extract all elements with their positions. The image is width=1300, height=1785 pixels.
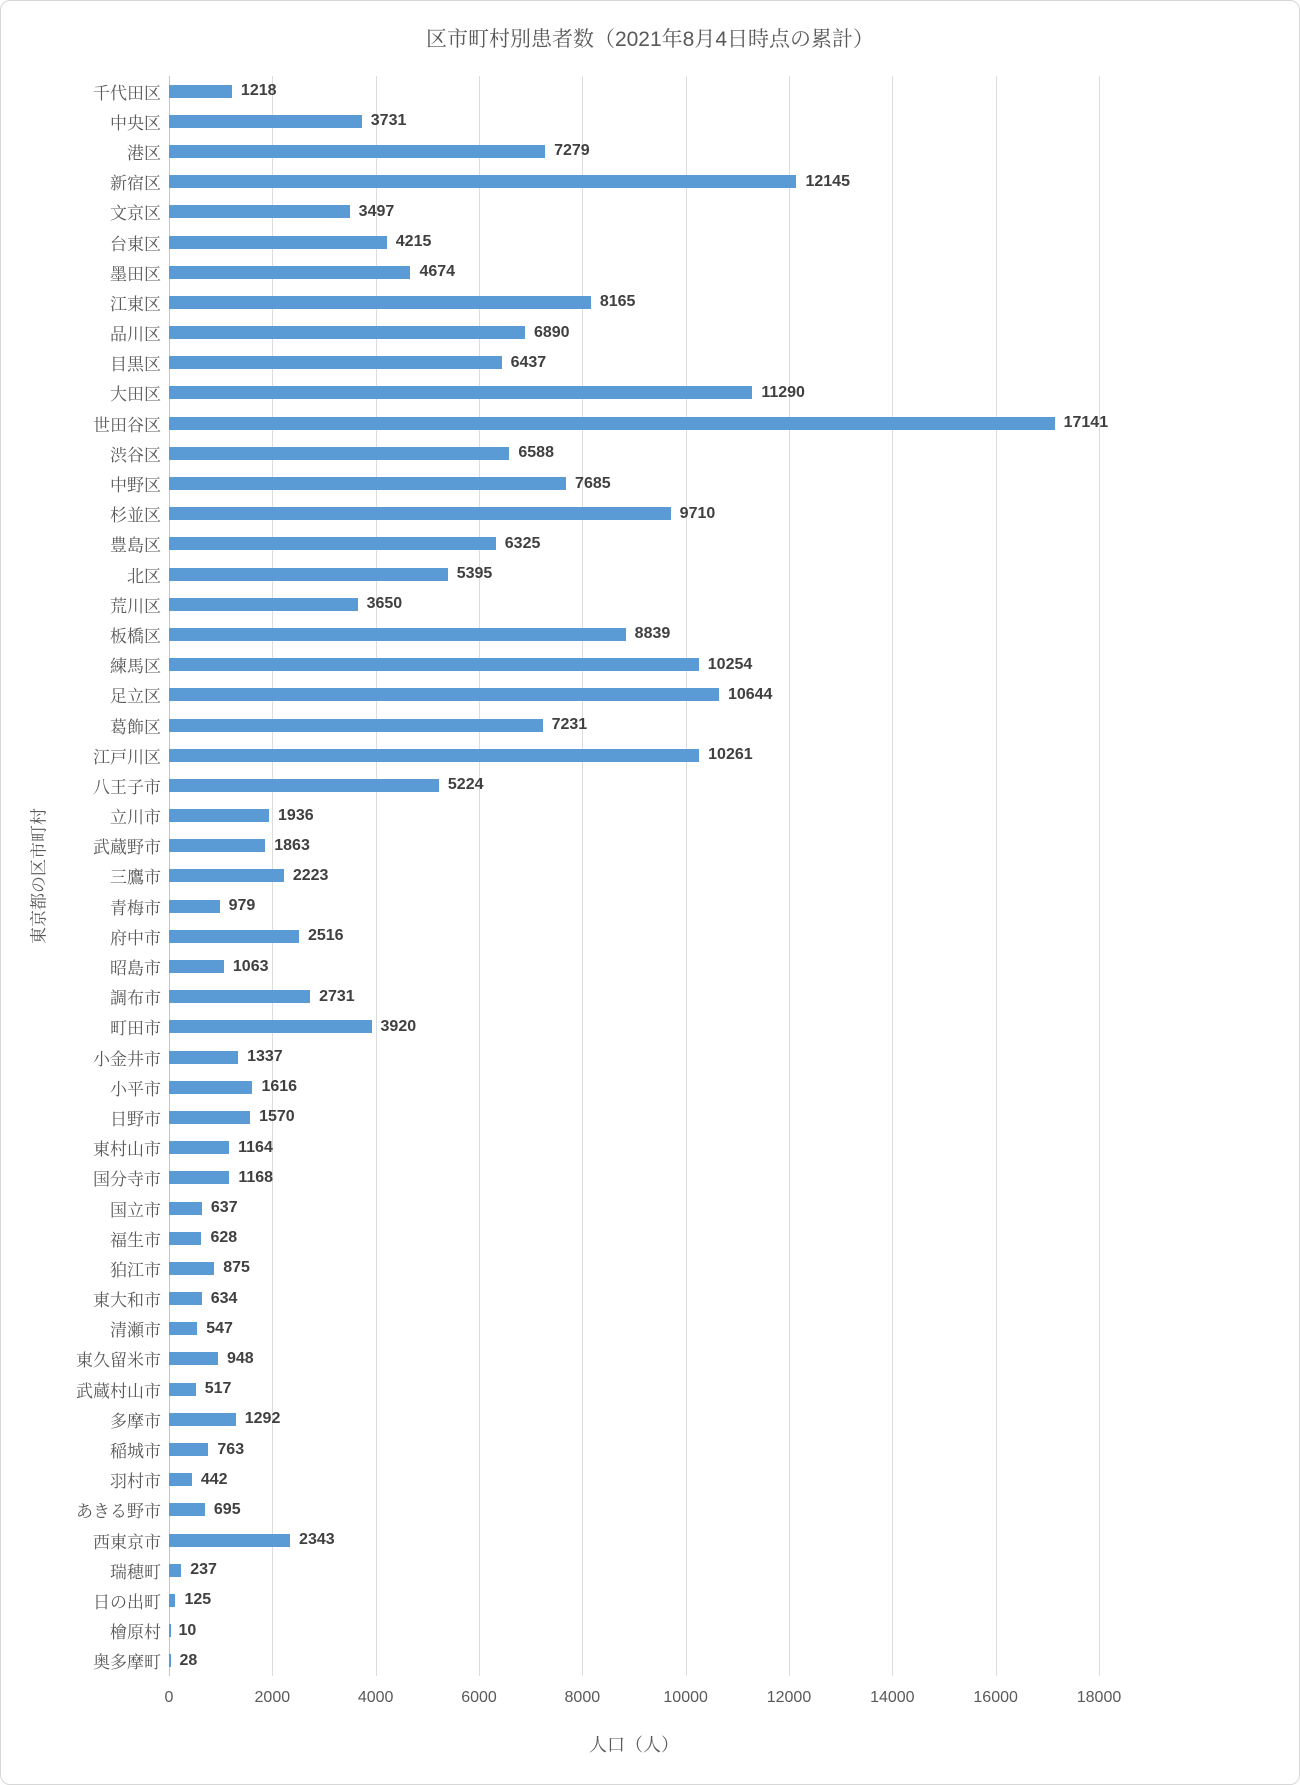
bar-value-label: 4674 xyxy=(419,263,456,281)
bar-track xyxy=(169,1585,1099,1615)
bar-row xyxy=(51,680,1099,710)
bar xyxy=(169,1534,290,1547)
bar-track xyxy=(169,1616,1099,1646)
bar-value-label: 4215 xyxy=(395,233,432,251)
category-label: 稲城市 xyxy=(110,1442,161,1462)
bar-track xyxy=(169,1314,1099,1344)
bar xyxy=(169,1171,229,1184)
bar-row xyxy=(51,982,1099,1012)
bar-track xyxy=(169,1133,1099,1163)
y-axis-title: 東京都の区市町村 xyxy=(29,808,49,944)
category-label: 新宿区 xyxy=(110,174,161,194)
chart-title: 区市町村別患者数（2021年8月4日時点の累計） xyxy=(425,28,875,51)
bar-row xyxy=(51,559,1099,589)
bar xyxy=(169,1654,171,1667)
x-tick-label: 8000 xyxy=(564,1689,601,1706)
bar-track xyxy=(169,227,1099,257)
bar-row xyxy=(51,1193,1099,1223)
bar-track xyxy=(169,408,1109,438)
bar xyxy=(169,1473,192,1486)
bar-row xyxy=(51,1012,1099,1042)
category-label: 台東区 xyxy=(110,234,161,254)
category-label: 東大和市 xyxy=(93,1291,161,1311)
bar-value-label: 28 xyxy=(179,1651,198,1669)
category-label: 昭島市 xyxy=(110,959,161,979)
bar-row xyxy=(51,1555,1099,1585)
bar-value-label: 7231 xyxy=(551,716,588,734)
bar-row xyxy=(51,921,1099,951)
bar xyxy=(169,477,566,490)
bar-track xyxy=(169,197,1099,227)
bar-track xyxy=(169,438,1099,468)
bar-value-label: 547 xyxy=(206,1319,233,1337)
bar-row xyxy=(51,1646,1099,1676)
bar-value-label: 1337 xyxy=(247,1048,283,1066)
category-label: 武蔵村山市 xyxy=(76,1381,161,1401)
bar xyxy=(169,1020,372,1033)
bar xyxy=(169,145,545,158)
bar-track xyxy=(169,1193,1099,1223)
bar xyxy=(169,990,310,1003)
bar-value-label: 634 xyxy=(210,1289,238,1307)
category-label: 多摩市 xyxy=(110,1411,161,1431)
bar-row xyxy=(51,1465,1099,1495)
category-label: 世田谷区 xyxy=(93,415,161,435)
category-label: 立川市 xyxy=(110,808,161,828)
bar-row xyxy=(51,1042,1099,1072)
bar-row xyxy=(51,1163,1099,1193)
category-label: 荒川区 xyxy=(110,596,161,616)
bar-row xyxy=(51,1344,1099,1374)
category-label: 福生市 xyxy=(110,1230,161,1250)
bar-value-label: 6890 xyxy=(533,323,570,341)
bar-track xyxy=(169,136,1099,166)
bar-value-label: 637 xyxy=(210,1199,238,1217)
bar xyxy=(169,1141,229,1154)
bar-value-label: 2343 xyxy=(299,1531,335,1549)
bar-value-label: 3731 xyxy=(370,112,407,130)
category-label: 港区 xyxy=(127,143,161,163)
bar-value-label: 8839 xyxy=(634,625,671,643)
bar xyxy=(169,598,358,611)
category-label: 武蔵野市 xyxy=(93,838,161,858)
bar xyxy=(169,719,543,732)
bar-value-label: 1936 xyxy=(278,806,314,824)
bar-row xyxy=(51,619,1099,649)
bar xyxy=(169,1292,202,1305)
bar-row xyxy=(51,1314,1099,1344)
bar-row xyxy=(51,801,1099,831)
bar xyxy=(169,628,626,641)
bar-row xyxy=(51,1404,1099,1434)
bar-value-label: 5395 xyxy=(456,565,493,583)
bar xyxy=(169,809,269,822)
bar-value-label: 3920 xyxy=(380,1017,417,1035)
bar-row xyxy=(51,1072,1099,1102)
bar-value-label: 9710 xyxy=(679,504,716,522)
bar-value-label: 6437 xyxy=(510,353,547,371)
category-label: 調布市 xyxy=(110,989,161,1009)
bar-value-label: 1063 xyxy=(232,957,269,975)
bar xyxy=(169,326,525,339)
bar-row xyxy=(51,378,1099,408)
bar-row xyxy=(51,891,1099,921)
bar-row xyxy=(51,1616,1099,1646)
bar xyxy=(169,1352,218,1365)
category-label: 東久留米市 xyxy=(76,1351,161,1371)
bar-track xyxy=(169,1374,1099,1404)
category-label: 中野区 xyxy=(110,476,161,496)
category-label: 府中市 xyxy=(110,928,161,948)
bar-value-label: 2731 xyxy=(319,987,355,1005)
bar xyxy=(169,869,284,882)
bar-track xyxy=(169,1284,1099,1314)
bar-row xyxy=(51,1495,1099,1525)
bar-value-label: 763 xyxy=(217,1440,245,1458)
category-label: 品川区 xyxy=(110,325,161,345)
bar-value-label: 2516 xyxy=(307,927,344,945)
category-label: 羽村市 xyxy=(110,1472,161,1492)
bar xyxy=(169,356,502,369)
bar-track xyxy=(169,1434,1099,1464)
category-label: 目黒区 xyxy=(110,355,161,375)
category-label: 杉並区 xyxy=(110,506,161,526)
x-tick-label: 12000 xyxy=(766,1689,812,1706)
bar-track xyxy=(169,1253,1099,1283)
bar-row xyxy=(51,197,1099,227)
category-label: 江東区 xyxy=(110,294,161,314)
category-label: 千代田区 xyxy=(93,83,161,103)
bar-value-label: 10644 xyxy=(727,685,773,703)
bar-track xyxy=(169,529,1099,559)
category-label: 小金井市 xyxy=(93,1049,161,1069)
bar-value-label: 10254 xyxy=(707,655,753,673)
bar-row xyxy=(51,136,1099,166)
bar-track xyxy=(169,1646,1099,1676)
bar-value-label: 6588 xyxy=(518,444,554,462)
bar xyxy=(169,175,796,188)
bar-track xyxy=(169,1072,1099,1102)
bar-value-label: 17141 xyxy=(1063,414,1109,432)
bar-track xyxy=(169,1495,1099,1525)
bar-value-label: 11290 xyxy=(761,383,805,401)
bar-row xyxy=(51,438,1099,468)
bar-row xyxy=(51,1525,1099,1555)
category-label: あきる野市 xyxy=(76,1502,161,1522)
x-tick-label: 4000 xyxy=(357,1689,394,1706)
bar-value-label: 7685 xyxy=(575,474,611,492)
bar xyxy=(169,568,448,581)
bar-row xyxy=(51,1585,1099,1615)
bar-track xyxy=(169,831,1099,861)
category-label: 日の出町 xyxy=(93,1592,161,1612)
bar xyxy=(169,1594,175,1607)
category-label: 葛飾区 xyxy=(110,717,161,737)
bar xyxy=(169,900,220,913)
bar-track xyxy=(169,499,1099,529)
bar xyxy=(169,960,224,973)
category-label: 豊島区 xyxy=(110,536,161,556)
bar xyxy=(169,658,699,671)
category-label: 渋谷区 xyxy=(110,445,161,465)
bar-value-label: 1168 xyxy=(238,1168,274,1186)
bar xyxy=(169,779,439,792)
bar-track xyxy=(169,891,1099,921)
bar-row xyxy=(51,589,1099,619)
rows xyxy=(51,76,1109,1676)
bar-value-label: 1292 xyxy=(244,1410,281,1428)
bar xyxy=(169,447,509,460)
bar-value-label: 1218 xyxy=(240,82,277,100)
bar-row xyxy=(51,468,1099,498)
category-label: 小平市 xyxy=(110,1079,161,1099)
bar xyxy=(169,266,410,279)
bar-value-label: 6325 xyxy=(504,534,541,552)
bar-row xyxy=(51,951,1099,981)
bar xyxy=(169,85,232,98)
x-tick-label: 6000 xyxy=(461,1689,497,1706)
bar-track xyxy=(169,559,1099,589)
category-label: 板橋区 xyxy=(110,626,161,646)
category-label: 檜原村 xyxy=(110,1623,161,1643)
bar-row xyxy=(51,529,1099,559)
category-label: 東村山市 xyxy=(93,1140,161,1160)
category-label: 清瀬市 xyxy=(110,1321,161,1341)
bar-row xyxy=(51,831,1099,861)
x-ticks xyxy=(164,1689,1122,1711)
bar-value-label: 10261 xyxy=(708,746,753,764)
bar-row xyxy=(51,167,1099,197)
gridline xyxy=(1099,76,1100,1676)
bar-row xyxy=(51,1284,1099,1314)
bar xyxy=(169,236,387,249)
bar-value-label: 1616 xyxy=(261,1078,298,1096)
bar-value-label: 875 xyxy=(223,1259,250,1277)
x-tick-label: 0 xyxy=(164,1689,174,1706)
bar-track xyxy=(169,1102,1099,1132)
bar-row xyxy=(51,106,1099,136)
bar-value-label: 7279 xyxy=(554,142,590,160)
x-tick-label: 10000 xyxy=(663,1689,708,1706)
bar xyxy=(169,1503,205,1516)
bar-track xyxy=(169,710,1099,740)
bar-track xyxy=(169,650,1099,680)
category-label: 八王子市 xyxy=(93,777,161,797)
bar-track xyxy=(169,1555,1099,1585)
bar-row xyxy=(51,76,1099,106)
bar-row xyxy=(51,257,1099,287)
bar-track xyxy=(169,1404,1099,1434)
bar xyxy=(169,1443,208,1456)
bar xyxy=(169,205,350,218)
bar-track xyxy=(169,378,1099,408)
bar xyxy=(169,507,671,520)
bar-row xyxy=(51,1223,1099,1253)
bar-row xyxy=(51,287,1099,317)
category-label: 町田市 xyxy=(110,1019,161,1039)
x-axis-title: 人口（人） xyxy=(589,1735,679,1755)
bar-row xyxy=(51,1102,1099,1132)
category-label: 国立市 xyxy=(110,1200,161,1220)
bar xyxy=(169,749,699,762)
bar xyxy=(169,1413,236,1426)
bar-value-label: 442 xyxy=(200,1470,228,1488)
bar xyxy=(169,386,752,399)
bar xyxy=(169,1262,214,1275)
bar xyxy=(169,537,496,550)
bar-track xyxy=(169,1525,1099,1555)
bar-track xyxy=(169,740,1099,770)
bar-row xyxy=(51,1374,1099,1404)
bar-track xyxy=(169,770,1099,800)
bar-track xyxy=(169,257,1099,287)
bar-track xyxy=(169,76,1099,106)
x-tick-label: 16000 xyxy=(973,1689,1018,1706)
bar xyxy=(169,115,362,128)
x-tick-label: 14000 xyxy=(870,1689,915,1706)
bar-value-label: 695 xyxy=(213,1500,241,1518)
bar-value-label: 1570 xyxy=(259,1108,295,1126)
bar-track xyxy=(169,318,1099,348)
bar-value-label: 5224 xyxy=(447,776,484,794)
bar-track xyxy=(169,1163,1099,1193)
category-label: 国分寺市 xyxy=(93,1170,161,1190)
bar-track xyxy=(169,982,1099,1012)
category-label: 練馬区 xyxy=(110,657,161,677)
bar-value-label: 3497 xyxy=(358,202,395,220)
bar-track xyxy=(169,1344,1099,1374)
bar-track xyxy=(169,468,1099,498)
bar-track xyxy=(169,861,1099,891)
plot-area xyxy=(1,76,1299,1676)
category-label: 西東京市 xyxy=(93,1532,161,1552)
bar-track xyxy=(169,921,1099,951)
bar-track xyxy=(169,106,1099,136)
bar-value-label: 979 xyxy=(228,897,256,915)
bar-value-label: 237 xyxy=(190,1561,217,1579)
category-label: 狛江市 xyxy=(110,1260,161,1280)
category-label: 中央区 xyxy=(110,113,161,133)
bar-value-label: 12145 xyxy=(805,172,850,190)
bar xyxy=(169,1111,250,1124)
bar-track xyxy=(169,680,1099,710)
bar xyxy=(169,1322,197,1335)
x-tick-label: 2000 xyxy=(254,1689,291,1706)
bar-track xyxy=(169,348,1099,378)
bar-track xyxy=(169,167,1099,197)
bar xyxy=(169,296,591,309)
category-label: 三鷹市 xyxy=(110,868,161,888)
bar-track xyxy=(169,619,1099,649)
bar-row xyxy=(51,318,1099,348)
bar-track xyxy=(169,1042,1099,1072)
bar xyxy=(169,1051,238,1064)
bar-row xyxy=(51,1434,1099,1464)
bar xyxy=(169,417,1055,430)
bar-row xyxy=(51,710,1099,740)
bar-row xyxy=(51,408,1109,438)
bar-track xyxy=(169,1465,1099,1495)
bar-track xyxy=(169,951,1099,981)
category-label: 奥多摩町 xyxy=(93,1653,161,1673)
bar-row xyxy=(51,348,1099,378)
bar-row xyxy=(51,770,1099,800)
category-label: 文京区 xyxy=(110,204,161,224)
bar xyxy=(169,688,719,701)
bar-value-label: 3650 xyxy=(366,595,403,613)
category-label: 青梅市 xyxy=(110,898,161,918)
category-label: 大田区 xyxy=(110,385,161,405)
category-label: 瑞穂町 xyxy=(110,1562,161,1582)
bar-track xyxy=(169,287,1099,317)
bar-track xyxy=(169,589,1099,619)
bar-row xyxy=(51,1253,1099,1283)
bar xyxy=(169,930,299,943)
bar xyxy=(169,1202,202,1215)
bar-value-label: 1863 xyxy=(274,836,310,854)
category-label: 江戸川区 xyxy=(93,747,161,767)
bar xyxy=(169,1564,181,1577)
category-label: 足立区 xyxy=(110,687,161,707)
bar-value-label: 2223 xyxy=(292,866,329,884)
bar-row xyxy=(51,499,1099,529)
category-label: 墨田区 xyxy=(110,264,161,284)
bar-value-label: 10 xyxy=(178,1621,197,1639)
bar-value-label: 517 xyxy=(204,1380,232,1398)
bar-value-label: 948 xyxy=(226,1349,254,1367)
bar xyxy=(169,839,265,852)
bar-value-label: 125 xyxy=(184,1591,212,1609)
bar-row xyxy=(51,227,1099,257)
bar-track xyxy=(169,1223,1099,1253)
bar-track xyxy=(169,801,1099,831)
bar xyxy=(169,1383,196,1396)
bar-value-label: 1164 xyxy=(238,1138,273,1156)
bar xyxy=(169,1624,171,1637)
bar-row xyxy=(51,1133,1099,1163)
bar-row xyxy=(51,861,1099,891)
x-tick-label: 18000 xyxy=(1076,1689,1122,1706)
category-label: 北区 xyxy=(127,566,161,586)
bar-row xyxy=(51,740,1099,770)
category-label: 日野市 xyxy=(110,1109,161,1129)
bar xyxy=(169,1081,252,1094)
bar-value-label: 628 xyxy=(210,1229,238,1247)
bar-row xyxy=(51,650,1099,680)
bar-value-label: 8165 xyxy=(599,293,636,311)
bar xyxy=(169,1232,201,1245)
bar-track xyxy=(169,1012,1099,1042)
